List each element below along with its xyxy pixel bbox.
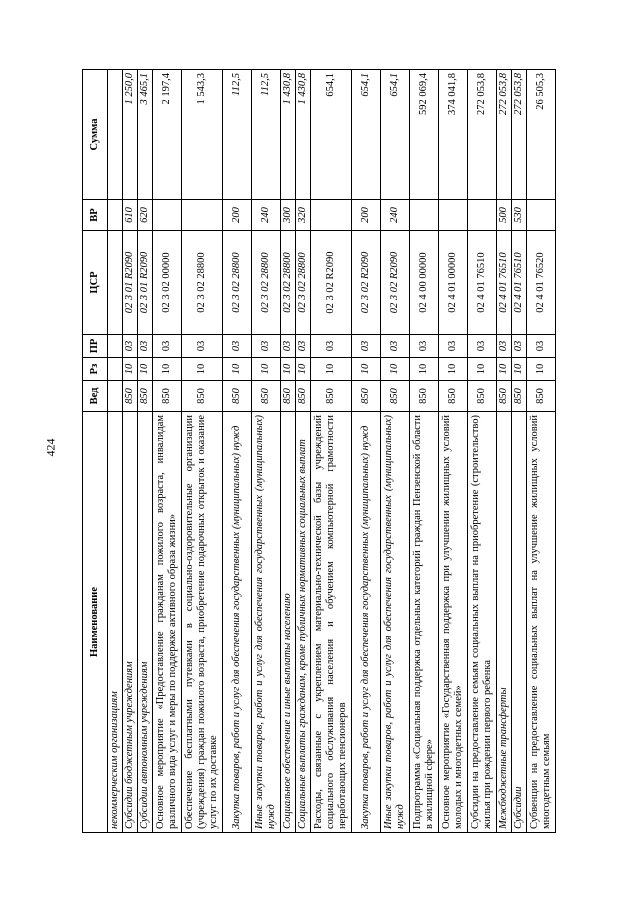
cell-name: Социальные выплаты гражданам, кроме публичных нормативных социальных выплат xyxy=(296,412,311,833)
cell-csr: 02 3 02 R2090 xyxy=(352,231,381,335)
cell-ved: 850 xyxy=(512,381,527,412)
cell-vr xyxy=(153,200,182,231)
cell-ved: 850 xyxy=(223,381,252,412)
cell-sum: 654,1 xyxy=(352,70,381,200)
cell-rz: 10 xyxy=(311,358,352,381)
table-row xyxy=(223,70,252,833)
cell-sum: 1 543,3 xyxy=(182,70,223,200)
cell-pr: 03 xyxy=(252,335,281,358)
cell-csr: 02 3 01 R2090 xyxy=(123,231,138,335)
cell-vr: 620 xyxy=(138,200,153,231)
cell-csr: 02 4 01 00000 xyxy=(439,231,468,335)
cell-pr: 03 xyxy=(153,335,182,358)
cell-rz: 10 xyxy=(468,358,497,381)
cell-vr: 200 xyxy=(223,200,252,231)
cell-csr: 02 3 02 00000 xyxy=(153,231,182,335)
cell-name: Основное мероприятие «Предоставление гражданам пожилого возраста, инвалидам различного вида услуг и меры по поддержке активного образа жизни» xyxy=(153,412,182,833)
cell-ved: 850 xyxy=(352,381,381,412)
cell-ved: 850 xyxy=(182,381,223,412)
cell-pr: 03 xyxy=(311,335,352,358)
cell-vr: 610 xyxy=(123,200,138,231)
cell-rz: 10 xyxy=(223,358,252,381)
table-row xyxy=(138,70,153,833)
table-row xyxy=(512,70,527,833)
cell-vr: 240 xyxy=(381,200,410,231)
cell-ved: 850 xyxy=(468,381,497,412)
cell-ved: 850 xyxy=(381,381,410,412)
cell-name: Закупка товаров, работ и услуг для обеспечения государственных (муниципальных) нужд xyxy=(223,412,252,833)
cell-ved: 850 xyxy=(252,381,281,412)
cell-sum: 112,5 xyxy=(223,70,252,200)
table-row xyxy=(468,70,497,833)
cell-csr: 02 4 01 76510 xyxy=(468,231,497,335)
cell-ved: 850 xyxy=(138,381,153,412)
cell-rz: 10 xyxy=(439,358,468,381)
cell-vr xyxy=(527,200,556,231)
cell-csr: 02 3 02 28800 xyxy=(223,231,252,335)
cell-ved: 850 xyxy=(439,381,468,412)
cell-ved: 850 xyxy=(527,381,556,412)
cell-vr xyxy=(439,200,468,231)
cell-pr: 03 xyxy=(182,335,223,358)
cell-sum: 1 430,8 xyxy=(296,70,311,200)
cell-sum: 1 430,8 xyxy=(281,70,296,200)
cell-csr: 02 3 02 28800 xyxy=(296,231,311,335)
cell-csr: 02 4 01 76510 xyxy=(512,231,527,335)
cell-pr: 03 xyxy=(296,335,311,358)
cell-vr: 300 xyxy=(281,200,296,231)
cell-ved: 850 xyxy=(311,381,352,412)
cell-vr: 500 xyxy=(497,200,512,231)
cell-sum: 374 041,8 xyxy=(439,70,468,200)
cell-rz: 10 xyxy=(252,358,281,381)
cell-ved: 850 xyxy=(281,381,296,412)
cell-pr: 03 xyxy=(497,335,512,358)
cell-name: Обеспечение бесплатными путевками в социально-оздоровительные организации (учреждения) граждан пожилого возраста, приобретение подарочных открыток и оказание услуг по их доставке xyxy=(182,412,223,833)
cell-rz: 10 xyxy=(296,358,311,381)
cell-sum: 592 069,4 xyxy=(410,70,439,200)
table-row xyxy=(108,70,123,833)
cell-csr: 02 4 01 76520 xyxy=(527,231,556,335)
cell-name: Субсидии на предоставление семьям социальных выплат на приобретение (строительство) жилья при рождении первого ребенка xyxy=(468,412,497,833)
cell-pr: 03 xyxy=(281,335,296,358)
cell-csr: 02 4 01 76510 xyxy=(497,231,512,335)
cell-rz: 10 xyxy=(138,358,153,381)
cell-csr: 02 3 02 28800 xyxy=(252,231,281,335)
cell-pr: 03 xyxy=(410,335,439,358)
cell-rz: 10 xyxy=(497,358,512,381)
cell-name: Подпрограмма «Социальная поддержка отдельных категорий граждан Пензенской области в жилищной сфере» xyxy=(410,412,439,833)
cell-pr: 03 xyxy=(381,335,410,358)
cell-csr: 02 3 02 R2090 xyxy=(311,231,352,335)
table-row xyxy=(153,70,182,833)
cell-csr: 02 3 02 28800 xyxy=(281,231,296,335)
cell-name: Субсидии автономным учреждениям xyxy=(138,412,153,833)
cell-csr: 02 3 02 28800 xyxy=(182,231,223,335)
table-row xyxy=(281,70,296,833)
cell-vr: 530 xyxy=(512,200,527,231)
cell-vr xyxy=(108,200,123,231)
cell-pr: 03 xyxy=(468,335,497,358)
cell-rz xyxy=(108,358,123,381)
cell-name: Субсидии бюджетным учреждениям xyxy=(123,412,138,833)
cell-rz: 10 xyxy=(381,358,410,381)
budget-table xyxy=(82,69,556,833)
cell-sum: 2 197,4 xyxy=(153,70,182,200)
cell-pr: 03 xyxy=(352,335,381,358)
header-name: Наименование xyxy=(83,412,108,833)
cell-sum: 112,5 xyxy=(252,70,281,200)
cell-name: Основное мероприятие «Государственная поддержка при улучшении жилищных условий молодых и многодетных семей» xyxy=(439,412,468,833)
cell-vr: 320 xyxy=(296,200,311,231)
cell-vr xyxy=(410,200,439,231)
cell-ved: 850 xyxy=(497,381,512,412)
cell-ved: 850 xyxy=(410,381,439,412)
cell-name: некоммерческим организациям xyxy=(108,412,123,833)
table-row xyxy=(352,70,381,833)
cell-rz: 10 xyxy=(527,358,556,381)
cell-sum: 654,1 xyxy=(381,70,410,200)
cell-pr: 03 xyxy=(123,335,138,358)
cell-pr: 03 xyxy=(527,335,556,358)
header-csr: ЦСР xyxy=(83,231,108,335)
cell-pr: 03 xyxy=(138,335,153,358)
table-row xyxy=(252,70,281,833)
cell-ved: 850 xyxy=(153,381,182,412)
header-vr: ВР xyxy=(83,200,108,231)
table-row xyxy=(311,70,352,833)
cell-rz: 10 xyxy=(153,358,182,381)
table-row xyxy=(439,70,468,833)
cell-pr xyxy=(108,335,123,358)
table-header-row xyxy=(83,70,108,833)
cell-sum: 1 250,0 xyxy=(123,70,138,200)
cell-rz: 10 xyxy=(182,358,223,381)
table-row xyxy=(123,70,138,833)
cell-name: Иные закупки товаров, работ и услуг для обеспечения государственных (муниципальных) нужд xyxy=(381,412,410,833)
cell-ved: 850 xyxy=(296,381,311,412)
cell-name: Субсидии xyxy=(512,412,527,833)
cell-pr: 03 xyxy=(512,335,527,358)
cell-name: Социальное обеспечение и иные выплаты населению xyxy=(281,412,296,833)
table-row xyxy=(381,70,410,833)
cell-vr: 200 xyxy=(352,200,381,231)
header-ved: Вед xyxy=(83,381,108,412)
table-row xyxy=(410,70,439,833)
cell-rz: 10 xyxy=(123,358,138,381)
cell-vr xyxy=(311,200,352,231)
cell-name: Расходы, связанные с укреплением материально-технической базы учреждений социального обслуживания населения и обучением компьютерной грамотности неработающих пенсионеров xyxy=(311,412,352,833)
page-number: 424 xyxy=(43,438,58,457)
cell-sum: 272 053,8 xyxy=(468,70,497,200)
cell-sum: 654,1 xyxy=(311,70,352,200)
cell-rz: 10 xyxy=(281,358,296,381)
cell-vr xyxy=(468,200,497,231)
cell-csr: 02 3 02 R2090 xyxy=(381,231,410,335)
cell-csr xyxy=(108,231,123,335)
cell-pr: 03 xyxy=(223,335,252,358)
cell-sum: 272 053,8 xyxy=(512,70,527,200)
table-row xyxy=(296,70,311,833)
header-pr: ПР xyxy=(83,335,108,358)
cell-name: Межбюджетные трансферты xyxy=(497,412,512,833)
cell-sum xyxy=(108,70,123,200)
cell-sum: 272 053,8 xyxy=(497,70,512,200)
cell-name: Иные закупки товаров, работ и услуг для обеспечения государственных (муниципальных) нужд xyxy=(252,412,281,833)
rotated-page-content xyxy=(82,70,552,833)
cell-sum: 26 505,3 xyxy=(527,70,556,200)
cell-csr: 02 3 01 R2090 xyxy=(138,231,153,335)
header-sum: Сумма xyxy=(83,70,108,200)
cell-vr xyxy=(182,200,223,231)
table-body xyxy=(108,70,556,833)
cell-csr: 02 4 00 00000 xyxy=(410,231,439,335)
cell-vr: 240 xyxy=(252,200,281,231)
table-row xyxy=(497,70,512,833)
cell-sum: 3 465,1 xyxy=(138,70,153,200)
cell-name: Закупка товаров, работ и услуг для обеспечения государственных (муниципальных) нужд xyxy=(352,412,381,833)
cell-ved xyxy=(108,381,123,412)
table-row xyxy=(182,70,223,833)
cell-name: Субвенции на предоставление социальных выплат на улучшение жилищных условий многодетным семьям xyxy=(527,412,556,833)
cell-rz: 10 xyxy=(410,358,439,381)
table-row xyxy=(527,70,556,833)
cell-ved: 850 xyxy=(123,381,138,412)
cell-rz: 10 xyxy=(352,358,381,381)
cell-pr: 03 xyxy=(439,335,468,358)
header-rz: Рз xyxy=(83,358,108,381)
cell-rz: 10 xyxy=(512,358,527,381)
